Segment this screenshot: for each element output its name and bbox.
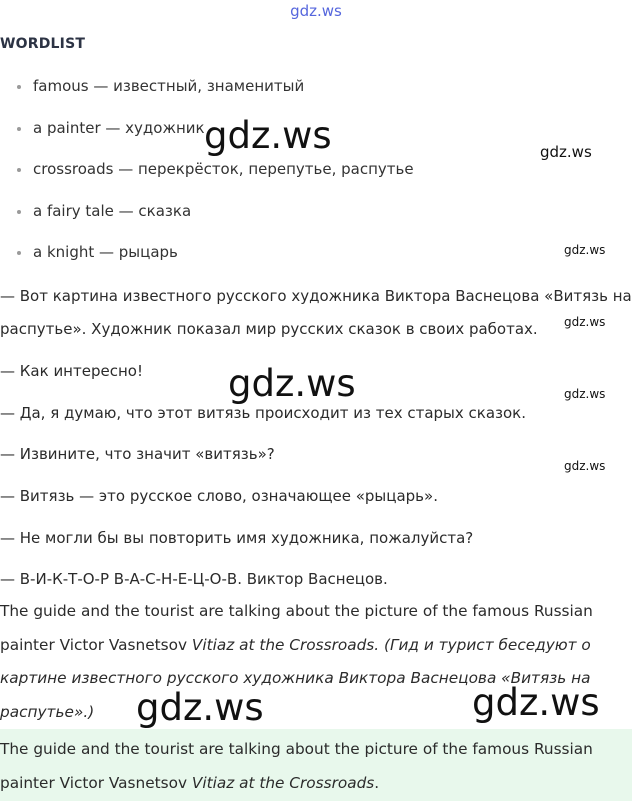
watermark: gdz.ws [540, 143, 592, 161]
answer-end: . [374, 774, 380, 792]
wordlist-entry: a knight — рыцарь [33, 243, 178, 261]
wordlist-entry: crossroads — перекрёсток, перепутье, распутье [33, 160, 414, 178]
list-item [0, 201, 414, 243]
task-text: The guide and the tourist are talking about the picture of the famous Russian painter Victor Vasnetsov [0, 602, 593, 654]
dialogue-line: — Как интересно! [0, 362, 143, 380]
answer-text: The guide and the tourist are talking about the picture of the famous Russian painter Victor Vasnetsov [0, 740, 593, 792]
list-item [0, 76, 414, 118]
wordlist-entry: famous — известный, знаменитый [33, 77, 305, 95]
bullet-icon [17, 251, 21, 255]
watermark: gdz.ws [564, 387, 606, 401]
wordlist-entry: a fairy tale — сказка [33, 201, 192, 220]
wordlist-heading: WORDLIST [0, 36, 86, 52]
watermark: gdz.ws [228, 362, 356, 405]
list-item [0, 242, 414, 284]
bullet-icon [17, 168, 21, 172]
dialogue-line: — Не могли бы вы повторить имя художника, пожалуйста? [0, 529, 474, 547]
dialogue-line: — Извините, что значит «витязь»? [0, 445, 275, 463]
wordlist-entry: a painter — художник [33, 118, 205, 137]
answer-italic: Vitiaz at the Crossroads [191, 774, 375, 792]
answer-box [0, 729, 632, 801]
list-item [0, 159, 414, 201]
watermark: gdz.ws [204, 114, 332, 157]
task-italic: Vitiaz at the Crossroads. (Гид и турист беседуют о картине известного русского художника Виктора Васнецова «Витязь на распутье».) [0, 635, 591, 721]
dialogue-line: распутье». Художник показал мир русских сказок в своих работах. [0, 320, 538, 338]
wordlist [0, 76, 414, 284]
answer-paragraph [0, 732, 600, 800]
watermark: gdz.ws [136, 686, 264, 729]
dialogue-line: — В-И-К-Т-О-Р В-А-С-Н-Е-Ц-О-В. Виктор Васнецов. [0, 570, 388, 588]
bullet-icon [17, 85, 21, 89]
watermark: gdz.ws [564, 243, 606, 257]
watermark-top: gdz.ws [290, 2, 342, 20]
dialogue-line: — Витязь — это русское слово, означающее «рыцарь». [0, 487, 438, 505]
watermark: gdz.ws [564, 459, 606, 473]
bullet-icon [17, 210, 21, 214]
bullet-icon [17, 127, 21, 131]
dialogue-line: — Вот картина известного русского художника Виктора Васнецова «Витязь на [0, 287, 632, 305]
watermark: gdz.ws [472, 681, 600, 724]
dialogue-line: — Да, я думаю, что этот витязь происходит из тех старых сказок. [0, 404, 527, 422]
watermark: gdz.ws [564, 315, 606, 329]
